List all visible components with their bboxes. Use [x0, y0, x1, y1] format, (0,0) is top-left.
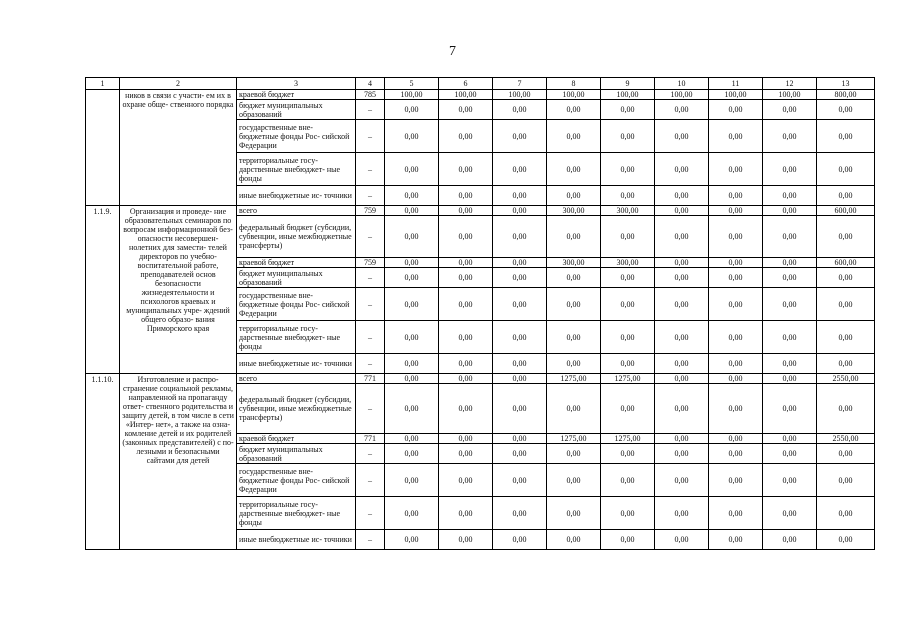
year-value: 0,00 [655, 464, 709, 497]
year-value: 0,00 [709, 288, 763, 321]
column-number-12: 12 [763, 78, 817, 90]
budget-code: – [356, 100, 385, 120]
column-number-13: 13 [817, 78, 875, 90]
year-value: 0,00 [655, 216, 709, 258]
total-value: 0,00 [817, 120, 875, 153]
year-value: 0,00 [655, 354, 709, 374]
column-number-1: 1 [86, 78, 120, 90]
total-value: 2550,00 [817, 434, 875, 444]
funding-source: государственные вне- бюджетные фонды Рос- сийской Федерации [237, 464, 356, 497]
year-value: 0,00 [439, 321, 493, 354]
total-value: 0,00 [817, 288, 875, 321]
budget-table [85, 77, 875, 550]
year-value: 0,00 [763, 186, 817, 206]
year-value: 0,00 [385, 444, 439, 464]
item-name: Организация и проведе- ние образовательных семинаров по вопросам информационной без- опасности несовершен- нолетних для замести- телей директоров по учебно-воспитательной работе, преподавателей основ безопасности жизнедеятельности и психологов краевых и муниципальных учре- ждений общего образо- вания Приморского края [120, 206, 237, 374]
year-value: 0,00 [547, 530, 601, 550]
total-value: 0,00 [817, 100, 875, 120]
funding-source: территориальные госу- дарственные внебюджет- ные фонды [237, 497, 356, 530]
year-value: 0,00 [763, 374, 817, 384]
year-value: 0,00 [709, 444, 763, 464]
year-value: 0,00 [601, 464, 655, 497]
year-value: 0,00 [385, 120, 439, 153]
year-value: 0,00 [385, 354, 439, 374]
year-value: 300,00 [547, 206, 601, 216]
year-value: 0,00 [655, 321, 709, 354]
year-value: 0,00 [709, 268, 763, 288]
year-value: 0,00 [709, 206, 763, 216]
year-value: 0,00 [493, 374, 547, 384]
budget-code: 759 [356, 206, 385, 216]
item-number: 1.1.10. [86, 374, 120, 550]
year-value: 0,00 [439, 206, 493, 216]
total-value: 0,00 [817, 444, 875, 464]
year-value: 0,00 [439, 434, 493, 444]
year-value: 0,00 [601, 497, 655, 530]
year-value: 0,00 [439, 268, 493, 288]
year-value: 0,00 [493, 216, 547, 258]
year-value: 100,00 [493, 90, 547, 100]
year-value: 0,00 [709, 497, 763, 530]
funding-source: краевой бюджет [237, 90, 356, 100]
year-value: 0,00 [385, 216, 439, 258]
year-value: 1275,00 [601, 374, 655, 384]
year-value: 0,00 [709, 354, 763, 374]
year-value: 0,00 [493, 321, 547, 354]
year-value: 0,00 [493, 530, 547, 550]
year-value: 0,00 [763, 288, 817, 321]
year-value: 0,00 [655, 444, 709, 464]
column-number-9: 9 [601, 78, 655, 90]
year-value: 0,00 [763, 120, 817, 153]
budget-code: – [356, 497, 385, 530]
year-value: 0,00 [439, 384, 493, 434]
year-value: 0,00 [385, 288, 439, 321]
year-value: 0,00 [547, 497, 601, 530]
total-value: 0,00 [817, 216, 875, 258]
total-value: 0,00 [817, 384, 875, 434]
year-value: 0,00 [655, 186, 709, 206]
year-value: 100,00 [601, 90, 655, 100]
year-value: 0,00 [547, 321, 601, 354]
year-value: 0,00 [709, 100, 763, 120]
year-value: 0,00 [709, 258, 763, 268]
year-value: 0,00 [601, 153, 655, 186]
year-value: 0,00 [601, 384, 655, 434]
year-value: 0,00 [493, 434, 547, 444]
year-value: 0,00 [493, 354, 547, 374]
funding-source: краевой бюджет [237, 434, 356, 444]
year-value: 0,00 [709, 464, 763, 497]
budget-code: – [356, 153, 385, 186]
year-value: 0,00 [385, 374, 439, 384]
year-value: 0,00 [763, 497, 817, 530]
year-value: 0,00 [655, 206, 709, 216]
column-number-4: 4 [356, 78, 385, 90]
funding-source: федеральный бюджет (субсидии, субвенции, иные межбюджетные трансферты) [237, 216, 356, 258]
year-value: 0,00 [385, 384, 439, 434]
budget-code: – [356, 268, 385, 288]
year-value: 0,00 [709, 216, 763, 258]
budget-code: – [356, 186, 385, 206]
item-number [86, 90, 120, 206]
year-value: 0,00 [385, 153, 439, 186]
year-value: 100,00 [709, 90, 763, 100]
budget-code: – [356, 216, 385, 258]
year-value: 0,00 [547, 216, 601, 258]
funding-source: бюджет муниципальных образований [237, 268, 356, 288]
year-value: 0,00 [763, 464, 817, 497]
year-value: 0,00 [439, 464, 493, 497]
year-value: 0,00 [709, 153, 763, 186]
year-value: 0,00 [763, 321, 817, 354]
year-value: 0,00 [601, 321, 655, 354]
year-value: 300,00 [601, 258, 655, 268]
budget-code: – [356, 444, 385, 464]
year-value: 100,00 [763, 90, 817, 100]
funding-source: территориальные госу- дарственные внебюджет- ные фонды [237, 153, 356, 186]
year-value: 0,00 [547, 288, 601, 321]
year-value: 0,00 [709, 530, 763, 550]
budget-code: 771 [356, 374, 385, 384]
budget-code: – [356, 464, 385, 497]
year-value: 0,00 [547, 444, 601, 464]
year-value: 0,00 [547, 268, 601, 288]
budget-code: 759 [356, 258, 385, 268]
year-value: 0,00 [709, 120, 763, 153]
column-number-10: 10 [655, 78, 709, 90]
year-value: 0,00 [655, 268, 709, 288]
table-row [86, 90, 875, 100]
total-value: 800,00 [817, 90, 875, 100]
year-value: 0,00 [763, 384, 817, 434]
year-value: 0,00 [763, 268, 817, 288]
funding-source: бюджет муниципальных образований [237, 444, 356, 464]
year-value: 100,00 [655, 90, 709, 100]
year-value: 0,00 [385, 186, 439, 206]
budget-code: – [356, 384, 385, 434]
year-value: 0,00 [493, 258, 547, 268]
year-value: 0,00 [655, 374, 709, 384]
budget-code: – [356, 120, 385, 153]
year-value: 0,00 [439, 530, 493, 550]
year-value: 0,00 [655, 530, 709, 550]
funding-source: бюджет муниципальных образований [237, 100, 356, 120]
total-value: 600,00 [817, 206, 875, 216]
total-value: 0,00 [817, 464, 875, 497]
column-number-6: 6 [439, 78, 493, 90]
year-value: 0,00 [385, 206, 439, 216]
year-value: 1275,00 [601, 434, 655, 444]
total-value: 0,00 [817, 530, 875, 550]
column-number-11: 11 [709, 78, 763, 90]
year-value: 0,00 [385, 434, 439, 444]
year-value: 0,00 [655, 100, 709, 120]
year-value: 0,00 [385, 497, 439, 530]
year-value: 0,00 [493, 497, 547, 530]
funding-source: иные внебюджетные ис- точники [237, 354, 356, 374]
column-number-2: 2 [120, 78, 237, 90]
year-value: 0,00 [763, 354, 817, 374]
total-value: 0,00 [817, 321, 875, 354]
page-number: 7 [449, 44, 456, 59]
budget-code: – [356, 354, 385, 374]
item-number: 1.1.9. [86, 206, 120, 374]
year-value: 0,00 [493, 268, 547, 288]
year-value: 0,00 [493, 206, 547, 216]
total-value: 0,00 [817, 354, 875, 374]
total-value: 2550,00 [817, 374, 875, 384]
funding-source: территориальные госу- дарственные внебюджет- ные фонды [237, 321, 356, 354]
year-value: 0,00 [763, 434, 817, 444]
year-value: 0,00 [655, 153, 709, 186]
funding-source: иные внебюджетные ис- точники [237, 186, 356, 206]
total-value: 0,00 [817, 497, 875, 530]
year-value: 0,00 [709, 374, 763, 384]
table-row [86, 206, 875, 216]
total-value: 0,00 [817, 153, 875, 186]
year-value: 300,00 [601, 206, 655, 216]
item-name: ников в связи с участи- ем их в охране обще- ственного порядка [120, 90, 237, 206]
year-value: 0,00 [493, 153, 547, 186]
year-value: 0,00 [385, 464, 439, 497]
year-value: 300,00 [547, 258, 601, 268]
year-value: 0,00 [493, 384, 547, 434]
column-number-5: 5 [385, 78, 439, 90]
funding-source: государственные вне- бюджетные фонды Рос- сийской Федерации [237, 288, 356, 321]
header-row [86, 78, 875, 90]
year-value: 0,00 [655, 497, 709, 530]
year-value: 0,00 [547, 120, 601, 153]
year-value: 0,00 [439, 374, 493, 384]
year-value: 0,00 [547, 186, 601, 206]
year-value: 0,00 [709, 434, 763, 444]
total-value: 0,00 [817, 186, 875, 206]
year-value: 100,00 [385, 90, 439, 100]
year-value: 0,00 [493, 288, 547, 321]
funding-source: всего [237, 206, 356, 216]
budget-code: 771 [356, 434, 385, 444]
total-value: 0,00 [817, 268, 875, 288]
year-value: 0,00 [601, 288, 655, 321]
year-value: 100,00 [547, 90, 601, 100]
year-value: 0,00 [439, 120, 493, 153]
year-value: 0,00 [547, 354, 601, 374]
budget-code: – [356, 530, 385, 550]
year-value: 0,00 [493, 100, 547, 120]
funding-source: всего [237, 374, 356, 384]
year-value: 0,00 [385, 258, 439, 268]
year-value: 0,00 [601, 216, 655, 258]
year-value: 0,00 [439, 288, 493, 321]
year-value: 0,00 [655, 288, 709, 321]
year-value: 0,00 [709, 384, 763, 434]
year-value: 0,00 [439, 216, 493, 258]
year-value: 0,00 [493, 186, 547, 206]
year-value: 0,00 [439, 100, 493, 120]
year-value: 0,00 [439, 497, 493, 530]
year-value: 0,00 [655, 384, 709, 434]
year-value: 0,00 [385, 321, 439, 354]
year-value: 0,00 [655, 258, 709, 268]
funding-source: краевой бюджет [237, 258, 356, 268]
year-value: 0,00 [601, 100, 655, 120]
year-value: 0,00 [493, 120, 547, 153]
year-value: 0,00 [709, 321, 763, 354]
column-number-3: 3 [237, 78, 356, 90]
year-value: 0,00 [385, 530, 439, 550]
funding-source: государственные вне- бюджетные фонды Рос- сийской Федерации [237, 120, 356, 153]
year-value: 0,00 [547, 464, 601, 497]
year-value: 0,00 [439, 186, 493, 206]
column-number-7: 7 [493, 78, 547, 90]
year-value: 0,00 [763, 206, 817, 216]
year-value: 0,00 [601, 530, 655, 550]
table-row [86, 374, 875, 384]
year-value: 0,00 [763, 100, 817, 120]
year-value: 0,00 [763, 530, 817, 550]
year-value: 0,00 [763, 216, 817, 258]
year-value: 1275,00 [547, 434, 601, 444]
year-value: 0,00 [601, 186, 655, 206]
budget-code: – [356, 321, 385, 354]
year-value: 0,00 [655, 434, 709, 444]
year-value: 1275,00 [547, 374, 601, 384]
total-value: 600,00 [817, 258, 875, 268]
year-value: 0,00 [655, 120, 709, 153]
year-value: 0,00 [439, 258, 493, 268]
year-value: 0,00 [601, 120, 655, 153]
year-value: 0,00 [493, 444, 547, 464]
year-value: 0,00 [385, 268, 439, 288]
year-value: 0,00 [763, 153, 817, 186]
year-value: 0,00 [493, 464, 547, 497]
year-value: 0,00 [601, 354, 655, 374]
year-value: 0,00 [439, 444, 493, 464]
item-name: Изготовление и распро- странение социальной рекламы, направленной на пропаганду ответ- ственного родительства и защиту детей, в том числе в сети «Интер- нет», а также на озна- комление детей и их родителей (законных представителей) с по- лезными и безопасными сайтами для детей [120, 374, 237, 550]
year-value: 0,00 [601, 444, 655, 464]
year-value: 0,00 [439, 354, 493, 374]
column-number-8: 8 [547, 78, 601, 90]
year-value: 0,00 [547, 153, 601, 186]
budget-code: 785 [356, 90, 385, 100]
year-value: 0,00 [763, 444, 817, 464]
budget-code: – [356, 288, 385, 321]
year-value: 0,00 [547, 100, 601, 120]
funding-source: федеральный бюджет (субсидии, субвенции, иные межбюджетные трансферты) [237, 384, 356, 434]
year-value: 0,00 [439, 153, 493, 186]
year-value: 0,00 [601, 268, 655, 288]
year-value: 0,00 [709, 186, 763, 206]
funding-source: иные внебюджетные ис- точники [237, 530, 356, 550]
year-value: 0,00 [547, 384, 601, 434]
year-value: 0,00 [385, 100, 439, 120]
year-value: 0,00 [763, 258, 817, 268]
year-value: 100,00 [439, 90, 493, 100]
